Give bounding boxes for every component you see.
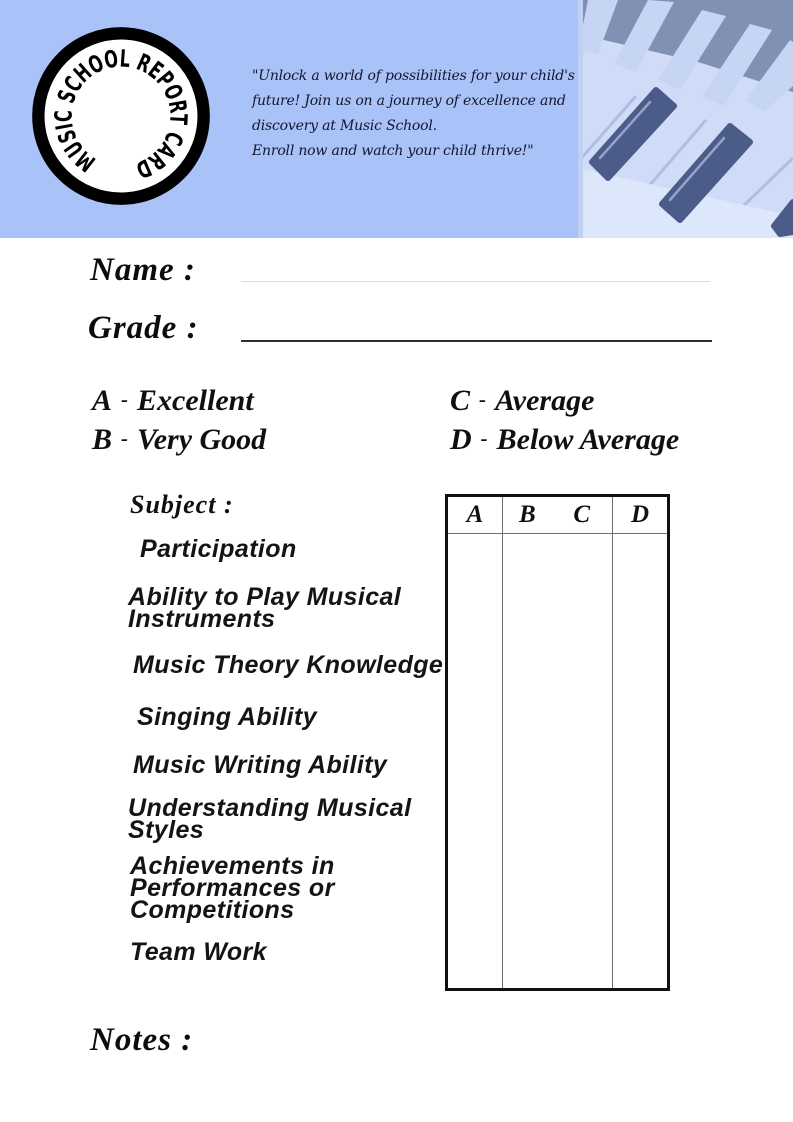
quote-line: future! Join us on a journey of excellence and [252,93,566,109]
legend-item-d [450,423,679,462]
subject-item: Singing Ability [137,703,318,731]
music-school-logo [26,21,216,211]
grade-fill-line[interactable] [241,340,712,342]
name-label: Name : [90,252,196,288]
column-header: A [466,501,484,528]
quote-line: Enroll now and watch your child thrive!" [252,143,534,159]
table-header-a [448,497,503,534]
legend-item-c [450,384,679,423]
subject-item: Music Writing Ability [133,751,388,779]
column-header: D [630,501,650,528]
legend-separator: - [480,426,488,450]
table-header-bc [503,497,612,534]
legend-letter: D [450,423,472,456]
column-header: C [573,501,590,528]
legend-separator: - [121,426,129,450]
quote-line: discovery at Music School. [252,118,437,134]
legend-label: Average [495,384,595,417]
legend-item-a [92,384,450,423]
quote-line: "Unlock a world of possibilities for your child's [252,68,575,84]
table-body-column-d[interactable] [612,534,667,988]
subject-item: Team Work [130,938,267,966]
subject-item: Understanding Musical Styles [128,794,412,844]
promo-quote [252,64,575,164]
subject-item: Music Theory Knowledge [133,651,444,679]
column-header: B [519,501,536,528]
table-header-d [612,497,667,534]
header-banner [0,0,793,238]
legend-letter: C [450,384,471,417]
subject-item: Achievements in Performances or Competitions [130,852,335,924]
legend-label: Very Good [137,423,267,456]
grade-legend [92,384,679,462]
grade-label: Grade : [88,310,199,346]
logo-circular-text: MUSIC SCHOOL REPORT CARD [49,43,194,187]
legend-letter: A [92,384,113,417]
legend-item-b [92,423,450,462]
notes-label: Notes : [90,1022,194,1058]
legend-letter: B [92,423,113,456]
grade-table [445,494,670,991]
subject-header: Subject : [130,490,234,519]
piano-keys-photo [578,0,793,238]
table-body-column-bc[interactable] [503,534,612,988]
subject-item: Ability to Play Musical Instruments [128,583,402,633]
legend-label: Below Average [496,423,680,456]
table-body-column-a[interactable] [448,534,503,988]
legend-separator: - [479,387,487,411]
legend-separator: - [121,387,129,411]
name-fill-line[interactable] [241,281,710,282]
legend-label: Excellent [137,384,254,417]
subject-item: Participation [140,535,297,563]
